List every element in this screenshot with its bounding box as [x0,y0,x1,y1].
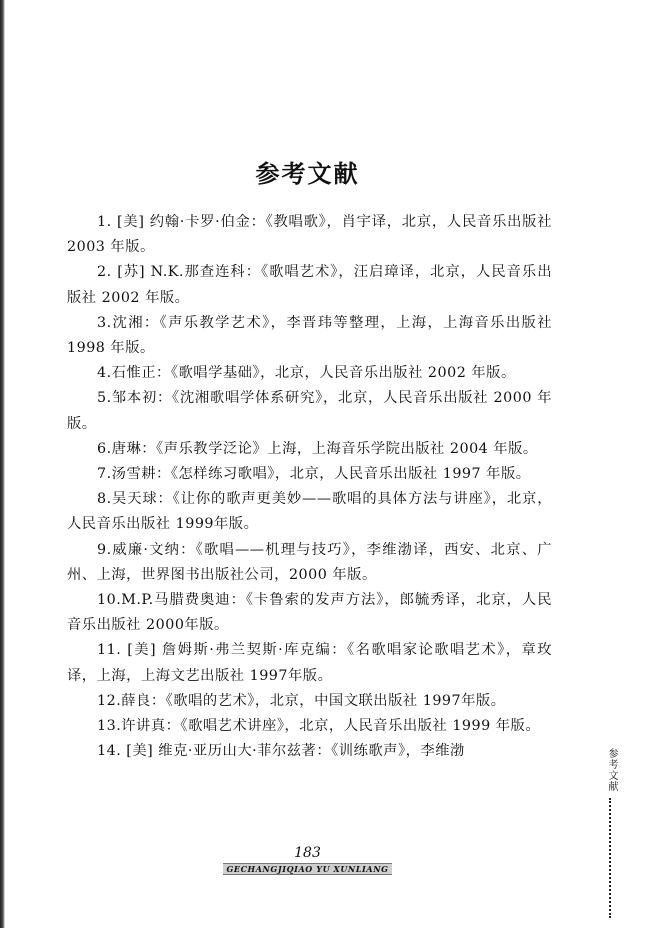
reference-item-4: 4.石惟正：《歌唱学基础》，北京，人民音乐出版社 2002 年版。 [97,365,516,382]
reference-item-13: 13.许讲真：《歌唱艺术讲座》，北京，人民音乐出版社 1999 年版。 [97,718,541,735]
running-footer [0,864,615,874]
reference-item-2: 2. [苏] N.K.那查连科：《歌唱艺术》，汪启璋译，北京，人民音乐出版社 2002 年版。 [67,264,552,306]
reference-item-11: 11. [美] 詹姆斯·弗兰契斯·库克编：《名歌唱家论歌唱艺术》，章玫译，上海，上海文艺出版社 1997年版。 [67,642,552,684]
page-title: 参考文献 [255,160,360,189]
page-edge-shadow [0,0,5,928]
page-number: 183 [294,845,321,861]
reference-item-8: 8.吴天球：《让你的歌声更美妙——歌唱的具体方法与讲座》，北京，人民音乐出版社 1999年版。 [67,491,552,533]
reference-item-10: 10.M.P.马腊费奥迪：《卡鲁索的发声方法》，郎毓秀译，北京，人民音乐出版社 2000年版。 [67,592,552,634]
reference-item-3: 3.沈湘：《声乐教学艺术》，李晋玮等整理，上海，上海音乐出版社 1998 年版。 [67,314,552,357]
reference-item-7: 7.汤雪耕：《怎样练习歌唱》，北京，人民音乐出版社 1997 年版。 [97,466,531,483]
reference-item-5: 5.邹本初：《沈湘歌唱学体系研究》，北京，人民音乐出版社 2000 年版。 [67,390,552,432]
running-footer-text: GECHANGJIQIAO YU XUNLIANG [223,863,391,875]
side-dotted-rule [609,798,611,918]
reference-list [67,210,552,764]
side-section-tab: 参考文献 [606,748,617,792]
reference-item-14: 14. [美] 维克·亚历山大·菲尔兹著：《训练歌声》，李维渤 [97,743,465,760]
reference-item-6: 6.唐琳：《声乐教学泛论》上海，上海音乐学院出版社 2004 年版。 [97,440,538,457]
reference-item-9: 9.威廉·文纳：《歌唱——机理与技巧》，李维渤译，西安、北京、广州、上海，世界图书出版社公司，2000 年版。 [67,541,552,583]
reference-item-12: 12.薛良：《歌唱的艺术》，北京，中国文联出版社 1997年版。 [97,692,506,709]
reference-item-1: 1. [美] 约翰·卡罗·伯金：《教唱歌》，肖宇译，北京，人民音乐出版社 2003 年版。 [67,214,552,256]
